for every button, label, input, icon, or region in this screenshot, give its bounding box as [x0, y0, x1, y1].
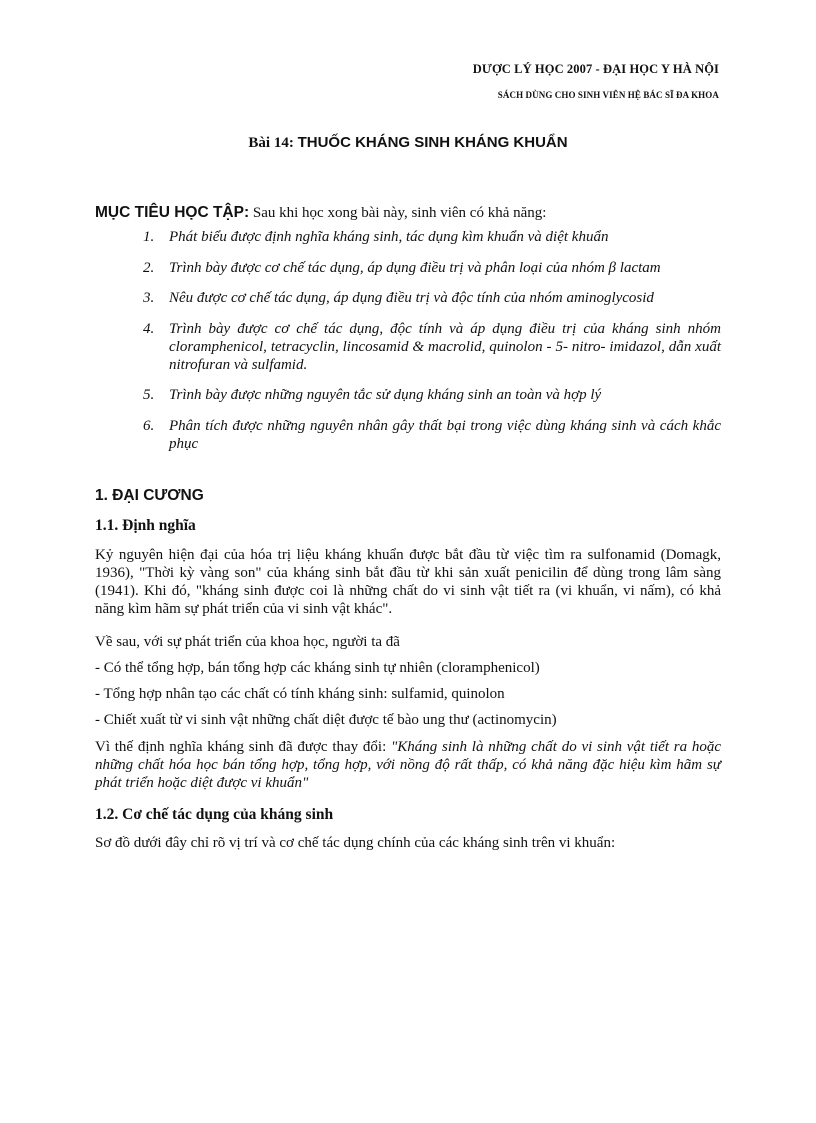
bullet-semisynthetic: - Có thể tổng hợp, bán tổng hợp các kháng sinh tự nhiên (cloramphenicol)	[95, 660, 540, 676]
definition-quote: "Kháng sinh là những chất do vi sinh vật tiết ra hoặc những chất hóa học bán tổng hợp, tổng hợp, với nồng độ rất thấp, có khả năng đặc hiệu kìm hãm sự phát triển hoặc diệt được vi khuẩn"	[95, 739, 721, 791]
objectives-label: MỤC TIÊU HỌC TẬP:	[95, 204, 250, 221]
list-item-number: 6.	[143, 417, 155, 434]
lesson-title-text: THUỐC KHÁNG SINH KHÁNG KHUẨN	[297, 134, 568, 151]
list-item-text: Phát biểu được định nghĩa kháng sinh, tác dụng kìm khuẩn và diệt khuẩn	[169, 229, 609, 245]
list-item	[143, 320, 721, 374]
list-item	[143, 417, 721, 453]
list-item-number: 3.	[143, 290, 155, 306]
objectives-list	[143, 228, 721, 465]
list-item	[143, 289, 721, 307]
paragraph-definition	[95, 738, 721, 792]
bullet-anticancer: - Chiết xuất từ vi sinh vật những chất diệt được tế bào ung thư (actinomycin)	[95, 712, 557, 728]
list-item-text: Trình bày được cơ chế tác dụng, độc tính và áp dụng điều trị của kháng sinh nhóm cloramphenicol, tetracyclin, lincosamid & macrolid, quinolon - 5- nitro- imidazol, dẫn xuất nitrofuran và sulfamid.	[169, 320, 721, 373]
list-item	[143, 228, 721, 246]
list-item-number: 1.	[143, 229, 155, 245]
list-item-number: 2.	[143, 259, 155, 276]
list-item	[143, 386, 721, 404]
bullet-synthetic: - Tổng hợp nhân tạo các chất có tính kháng sinh: sulfamid, quinolon	[95, 686, 505, 702]
paragraph-development: Về sau, với sự phát triển của khoa học, người ta đã	[95, 634, 400, 650]
list-item-text: Trình bày được những nguyên tắc sử dụng kháng sinh an toàn và hợp lý	[169, 387, 602, 403]
header-institution: DƯỢC LÝ HỌC 2007 - ĐẠI HỌC Y HÀ NỘI	[472, 62, 719, 76]
definition-lead: Vì thế định nghĩa kháng sinh đã được thay đổi:	[95, 739, 391, 755]
paragraph-history: Kỷ nguyên hiện đại của hóa trị liệu kháng khuẩn được bắt đầu từ việc tìm ra sulfonamid (Domagk, 1936), "Thời kỳ vàng son" của kháng sinh bắt đầu từ khi sản xuất penicilin để dùng trong lâm sàng (1941). Khi đó, "kháng sinh được coi là những chất do vi sinh vật tiết ra (vi khuẩn, vi nấm), có khả năng kìm hãm sự phát triển của vi sinh vật khác".	[95, 547, 721, 617]
list-item	[143, 259, 721, 277]
section-heading: 1. ĐẠI CƯƠNG	[95, 487, 204, 504]
list-item-text: Trình bày được cơ chế tác dụng, áp dụng điều trị và phân loại của nhóm β lactam	[169, 259, 661, 276]
objectives-intro-line	[95, 204, 546, 222]
paragraph-diagram-intro: Sơ đồ dưới đây chỉ rõ vị trí và cơ chế tác dụng chính của các kháng sinh trên vi khuẩn:	[95, 835, 616, 851]
list-item-number: 4.	[143, 320, 155, 337]
subsection-heading-mechanism: 1.2. Cơ chế tác dụng của kháng sinh	[95, 806, 334, 823]
lesson-title	[0, 134, 816, 152]
objectives-intro: Sau khi học xong bài này, sinh viên có khả năng:	[249, 205, 547, 221]
list-item-number: 5.	[143, 387, 155, 403]
lesson-number: Bài 14:	[248, 135, 298, 151]
header-audience: SÁCH DÙNG CHO SINH VIÊN HỆ BÁC SĨ ĐA KHOA	[497, 90, 719, 100]
list-item-text: Nêu được cơ chế tác dụng, áp dụng điều trị và độc tính của nhóm aminoglycosid	[169, 290, 654, 306]
subsection-heading-definition: 1.1. Định nghĩa	[95, 517, 196, 534]
list-item-text: Phân tích được những nguyên nhân gây thất bại trong việc dùng kháng sinh và cách khắc phục	[169, 417, 721, 452]
